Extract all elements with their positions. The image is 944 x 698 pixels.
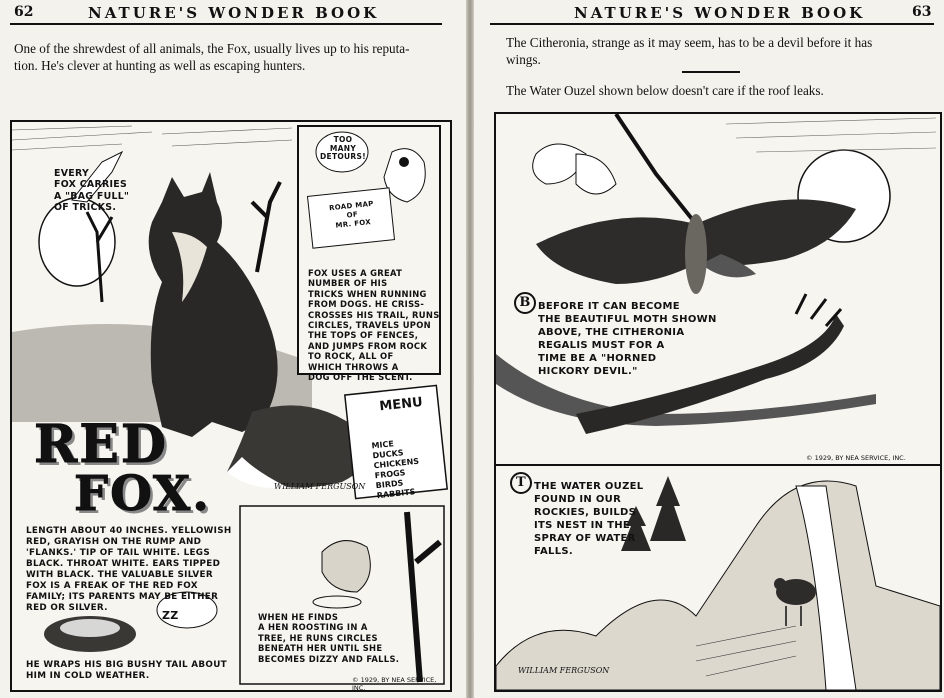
header-rule bbox=[490, 23, 934, 25]
title-red: RED bbox=[34, 414, 168, 475]
bag-caption: EVERY FOX CARRIES A "BAG FULL" OF TRICKS. bbox=[54, 168, 130, 214]
hen-caption: WHEN HE FINDS A HEN ROOSTING IN A TREE, HE RUNS CIRCLES BENEATH HER UNTIL SHE BECOMES DIZZY AND FALLS. bbox=[258, 612, 400, 664]
title-fox: FOX. bbox=[74, 466, 211, 522]
moth-illustration bbox=[496, 114, 940, 466]
speech-bubble: TOO MANY DETOURS! bbox=[320, 135, 366, 162]
page-number: 63 bbox=[912, 4, 932, 20]
moth-panel bbox=[494, 112, 942, 468]
ouzel-panel bbox=[494, 464, 942, 692]
artist-signature: WILLIAM FERGUSON bbox=[274, 482, 366, 491]
section-divider bbox=[682, 71, 740, 73]
page-number: 62 bbox=[14, 4, 34, 20]
running-head: NATURE'S WONDER BOOK bbox=[574, 4, 866, 22]
moth-caption: B BEFORE IT CAN BECOME THE BEAUTIFUL MOTH SHOWN ABOVE, THE CITHERONIA REGALIS MUST FOR A TIME BE A "HORNED HICKORY DEVIL." bbox=[514, 292, 717, 378]
running-head: NATURE'S WONDER BOOK bbox=[88, 4, 380, 22]
tail-caption: HE WRAPS HIS BIG BUSHY TAIL ABOUT HIM IN COLD WEATHER. bbox=[26, 660, 227, 681]
copyright: © 1929, BY NEA SERVICE, INC. bbox=[806, 454, 906, 462]
ouzel-intro: The Water Ouzel shown below doesn't care if the roof leaks. bbox=[506, 83, 824, 98]
road-map-label: ROAD MAP OF MR. FOX bbox=[328, 199, 375, 230]
book-gutter bbox=[466, 0, 474, 698]
drop-cap-t: T bbox=[510, 472, 532, 494]
drop-cap-b: B bbox=[514, 292, 536, 314]
intro-text: One of the shrewdest of all animals, the Fox, usually lives up to his reputa- tion. He's clever at hunting as well as escaping hunters. bbox=[14, 41, 410, 73]
red-fox-panel bbox=[10, 120, 452, 692]
tricks-caption: FOX USES A GREAT NUMBER OF HIS TRICKS WHEN RUNNING FROM DOGS. HE CRISS- CROSSES HIS TRAIL, RUNS CIRCLES, TRAVELS UPON THE TOPS OF FENCES, AND JUMPS FROM ROCK TO ROCK, ALL OF WHICH THROWS A DOG OFF THE SCENT. bbox=[308, 268, 440, 383]
menu-card bbox=[359, 395, 432, 502]
copyright: © 1929, BY NEA SERVICE, INC. bbox=[352, 676, 437, 692]
left-page bbox=[0, 0, 466, 698]
ouzel-caption: T THE WATER OUZEL FOUND IN OUR ROCKIES, BUILDS ITS NEST IN THE SPRAY OF WATER FALLS. bbox=[510, 472, 643, 558]
artist-signature: WILLIAM FERGUSON bbox=[518, 666, 610, 675]
length-caption: LENGTH ABOUT 40 INCHES. YELLOWISH RED, GRAYISH ON THE RUMP AND 'FLANKS.' TIP OF TAIL WHITE. LEGS BLACK. THROAT WHITE. EARS TIPPED WITH BLACK. THE VALUABLE SILVER FOX IS A FREAK OF THE RED FOX FAMILY; ITS PARENTS MAY BE EITHER RED OR SILVER. bbox=[26, 526, 232, 613]
snore-text: ZZ bbox=[162, 609, 179, 622]
right-page bbox=[474, 0, 944, 698]
header-rule bbox=[10, 23, 442, 25]
intro-text: The Citheronia, strange as it may seem, has to be a devil before it has wings. bbox=[506, 35, 873, 67]
menu-title: MENU bbox=[378, 394, 424, 415]
menu-list: MICE DUCKS CHICKENS FROGS BIRDS RABBITS bbox=[371, 439, 420, 501]
